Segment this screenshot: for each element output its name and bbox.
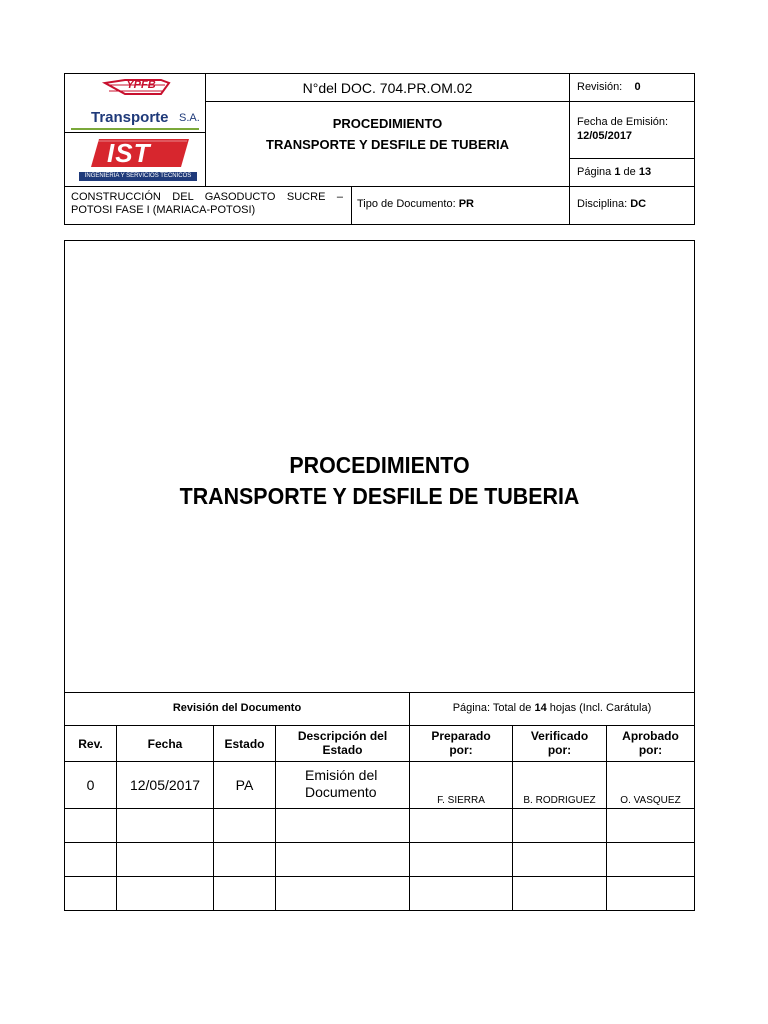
doc-number: N°del DOC. 704.PR.OM.02: [302, 80, 473, 96]
ypfb-transporte-logo: [69, 77, 201, 131]
row-verificado: B. RODRIGUEZ: [523, 795, 596, 806]
header-aprobado-line1: Aprobado: [622, 729, 679, 743]
row-descripcion-line2: Documento: [305, 784, 377, 800]
header-title-line1: PROCEDIMIENTO: [332, 116, 443, 131]
document-type-value: PR: [458, 198, 474, 210]
header-descripcion-line2: Estado: [322, 743, 363, 757]
header-rev: Rev.: [78, 737, 103, 751]
page-indicator: Página 1 de 13: [577, 166, 652, 178]
ist-tagline-text: INGENIERIA Y SERVICIOS TECNICOS: [84, 173, 192, 179]
fecha-emision-value: 12/05/2017: [577, 130, 633, 142]
revision-value: 0: [634, 81, 641, 93]
row-fecha: 12/05/2017: [129, 777, 201, 793]
ypfb-logo-text: YPFB: [126, 79, 156, 91]
row-descripcion-line1: Emisión del: [305, 767, 378, 783]
row-preparado: F. SIERRA: [437, 795, 485, 806]
discipline-value: DC: [630, 198, 647, 210]
header-verificado-line1: Verificado: [530, 729, 589, 743]
ist-logo: [77, 137, 199, 183]
project-name-line1: CONSTRUCCIÓN DEL GASODUCTO SUCRE –: [71, 191, 343, 203]
row-estado: PA: [235, 777, 254, 793]
row-aprobado: O. VASQUEZ: [620, 795, 681, 806]
cover-title-line1: PROCEDIMIENTO: [289, 452, 470, 478]
row-rev: 0: [86, 777, 95, 793]
header-preparado-line2: por:: [449, 743, 473, 757]
revision-field: [577, 81, 641, 93]
header-estado: Estado: [224, 737, 265, 751]
discipline-label: Disciplina:: [577, 198, 628, 210]
cover-body-frame: [64, 240, 695, 911]
project-name-line2: POTOSI FASE I (MARIACA-POTOSI): [71, 204, 256, 216]
cover-title-line2: TRANSPORTE Y DESFILE DE TUBERIA: [179, 483, 580, 509]
total-pages-info: Página: Total de 14 hojas (Incl. Carátula): [452, 702, 652, 714]
transporte-logo-text: Transporte: [91, 109, 169, 126]
document-type-label: Tipo de Documento:: [357, 198, 456, 210]
document-type-field: [357, 198, 474, 210]
header-preparado-line1: Preparado: [431, 729, 491, 743]
revision-label: Revisión:: [577, 81, 623, 93]
discipline-field: [577, 198, 646, 210]
document-header-table: [64, 73, 695, 225]
ist-logo-text: IST: [107, 138, 151, 168]
header-fecha: Fecha: [147, 737, 183, 751]
revision-section-title: Revisión del Documento: [172, 702, 302, 714]
header-verificado-line2: por:: [547, 743, 572, 757]
header-descripcion-line1: Descripción del: [297, 729, 388, 743]
header-aprobado-line2: por:: [638, 743, 663, 757]
fecha-emision-label: Fecha de Emisión:: [577, 116, 669, 128]
sa-logo-text: S.A.: [179, 112, 200, 124]
header-title-line2: TRANSPORTE Y DESFILE DE TUBERIA: [266, 137, 509, 152]
